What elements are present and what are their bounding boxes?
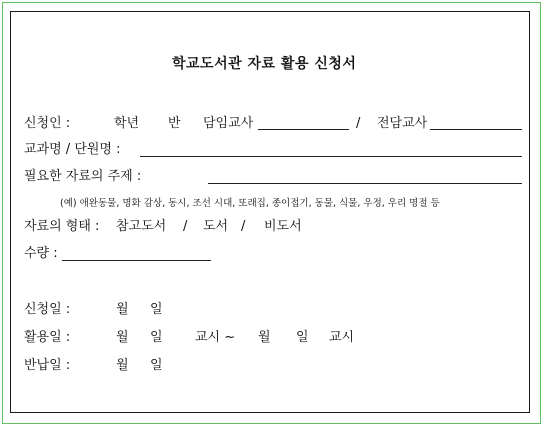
use-date-label: 활용일 :: [24, 330, 71, 345]
use-period-end: 교시: [329, 330, 355, 345]
material-option-reference: 참고도서: [116, 219, 167, 234]
topic-example: (예) 애완동물, 명화 감상, 동시, 조선 시대, 또래집, 종이접기, 동물, 식물, 우정, 우리 명절 등: [60, 198, 440, 209]
subject-unit-label: 교과명 / 단원명 :: [24, 142, 121, 157]
applicant-slash: /: [356, 116, 361, 131]
subject-unit-blank[interactable]: [140, 156, 522, 157]
topic-blank[interactable]: [208, 183, 522, 184]
quantity-blank[interactable]: [62, 260, 211, 261]
return-month: 월: [116, 358, 129, 373]
topic-label: 필요한 자료의 주제 :: [24, 169, 142, 184]
material-sep-2: /: [241, 219, 246, 234]
applicant-label: 신청인 :: [24, 116, 71, 131]
apply-day: 일: [150, 302, 163, 317]
homeroom-teacher-blank[interactable]: [258, 129, 349, 130]
use-day: 일: [150, 330, 163, 345]
material-type-label: 자료의 형태 :: [24, 219, 100, 234]
return-date-label: 반납일 :: [24, 358, 71, 373]
class-label: 반: [168, 116, 181, 131]
use-month: 월: [116, 330, 129, 345]
quantity-label: 수량 :: [24, 246, 58, 261]
return-day: 일: [150, 358, 163, 373]
use-month-end: 월: [258, 330, 271, 345]
use-day-end: 일: [296, 330, 309, 345]
material-option-book: 도서: [203, 219, 229, 234]
apply-month: 월: [116, 302, 129, 317]
apply-date-label: 신청일 :: [24, 302, 71, 317]
form-title: 학교도서관 자료 활용 신청서: [172, 56, 357, 72]
grade-label: 학년: [114, 116, 140, 131]
homeroom-teacher-label: 담임교사: [203, 116, 254, 131]
subject-teacher-blank[interactable]: [430, 129, 522, 130]
material-option-nonbook: 비도서: [264, 219, 302, 234]
use-period-start: 교시 ~: [195, 330, 236, 345]
material-sep-1: /: [183, 219, 188, 234]
subject-teacher-label: 전담교사: [377, 116, 428, 131]
